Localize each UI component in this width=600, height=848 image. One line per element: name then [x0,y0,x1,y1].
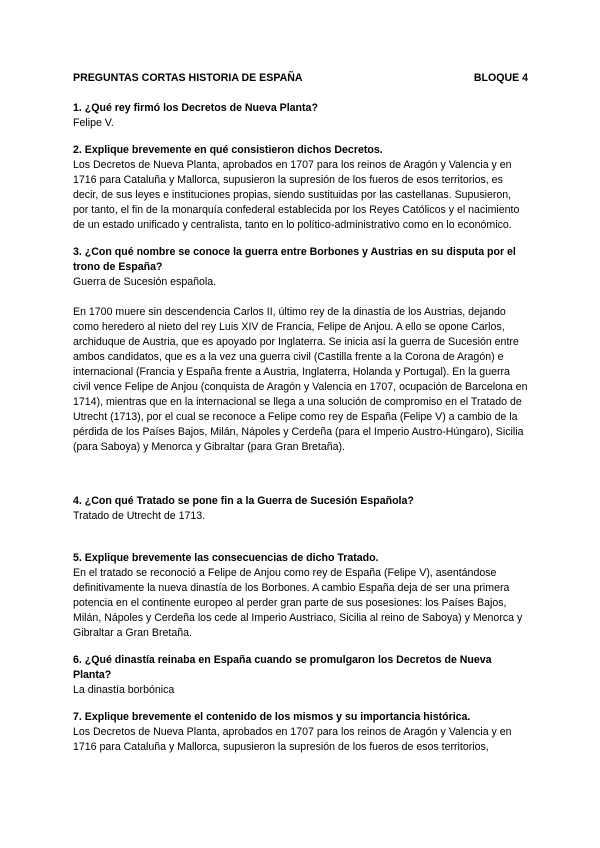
question-6: 6. ¿Qué dinastía reinaba en España cuando se promulgaron los Decretos de Nueva Planta? [73,654,492,681]
answer-6: La dinastía borbónica [73,684,175,696]
question-1: 1. ¿Qué rey firmó los Decretos de Nueva Planta? [73,102,318,114]
answer-4: Tratado de Utrecht de 1713. [73,510,206,522]
question-2: 2. Explique brevemente en qué consistieron dichos Decretos. [73,144,383,156]
answer-3-detail: En 1700 muere sin descendencia Carlos II, último rey de la dinastía de los Austrias, dejando como heredero al nieto del rey Luis XIV de Francia, Felipe de Anjou. A ello se opone Carlos, archiduque de Austria, que es apoyado por Inglaterra. Se inicia así la guerra de Sucesión entre ambos candidatos, que es a la vez una guerra civil (Castilla frente a la Corona de Aragón) e internacional (Francia y España frente a Austria, Inglaterra, Holanda y Portugal). En la guerra civil vence Felipe de Anjou (conquista de Aragón y Valencia en 1707, ocupación de Barcelona en 1714), mientras que en la internacional se llega a una solución de compromiso en el Tratado de Utrecht (1713), por el cual se reconoce a Felipe como rey de España (Felipe V) a cambio de la pérdida de los Países Bajos, Milán, Nápoles y Cerdeña (para el Imperio Austro-Húngaro), Sicilia (para Saboya) y Menorca y Gibraltar (para Gran Bretaña). [73,306,528,453]
qa-item-4 [73,494,528,524]
answer-3: Guerra de Sucesión española. [73,276,217,288]
answer-5: En el tratado se reconoció a Felipe de Anjou como rey de España (Felipe V), asentándose definitivamente la nueva dinastía de los Borbones. A cambio España deja de ser una primera potencia en el continente europeo al perder gran parte de sus posesiones: los Países Bajos, Milán, Nápoles y Cerdeña los cede al Imperio Austriaco, Sicilia al reino de Saboya) y Menorca y Gibraltar a Gran Bretaña. [73,567,523,639]
qa-item-6 [73,653,528,698]
qa-item-2 [73,143,528,233]
qa-item-1 [73,101,528,131]
block-label: BLOQUE 4 [473,72,528,84]
qa-item-5 [73,551,528,641]
document-content [73,71,528,767]
question-4: 4. ¿Con qué Tratado se pone fin a la Guerra de Sucesión Española? [73,495,414,507]
document-title: PREGUNTAS CORTAS HISTORIA DE ESPAÑA [73,72,303,84]
qa-item-3 [73,245,528,455]
question-3: 3. ¿Con qué nombre se conoce la guerra entre Borbones y Austrias en su disputa por el trono de España? [73,246,516,273]
document-header [73,71,528,86]
answer-1: Felipe V. [73,117,114,129]
question-7: 7. Explique brevemente el contenido de los mismos y su importancia histórica. [73,711,471,723]
question-5: 5. Explique brevemente las consecuencias de dicho Tratado. [73,552,379,564]
answer-2: Los Decretos de Nueva Planta, aprobados en 1707 para los reinos de Aragón y Valencia y en 1716 para Cataluña y Mallorca, supusieron la supresión de los fueros de esos territorios, es decir, de sus leyes e instituciones propias, siendo sustituidas por las castellanas. Supusieron, por tanto, el fin de la monarquía confederal establecida por los Reyes Católicos y el nacimiento de un estado unificado y centralista, tanto en lo político-administrativo como en lo económico. [73,159,520,231]
answer-7: Los Decretos de Nueva Planta, aprobados en 1707 para los reinos de Aragón y Valencia y en 1716 para Cataluña y Mallorca, supusieron la supresión de los fueros de esos territorios, [73,726,512,753]
qa-item-7 [73,710,528,755]
